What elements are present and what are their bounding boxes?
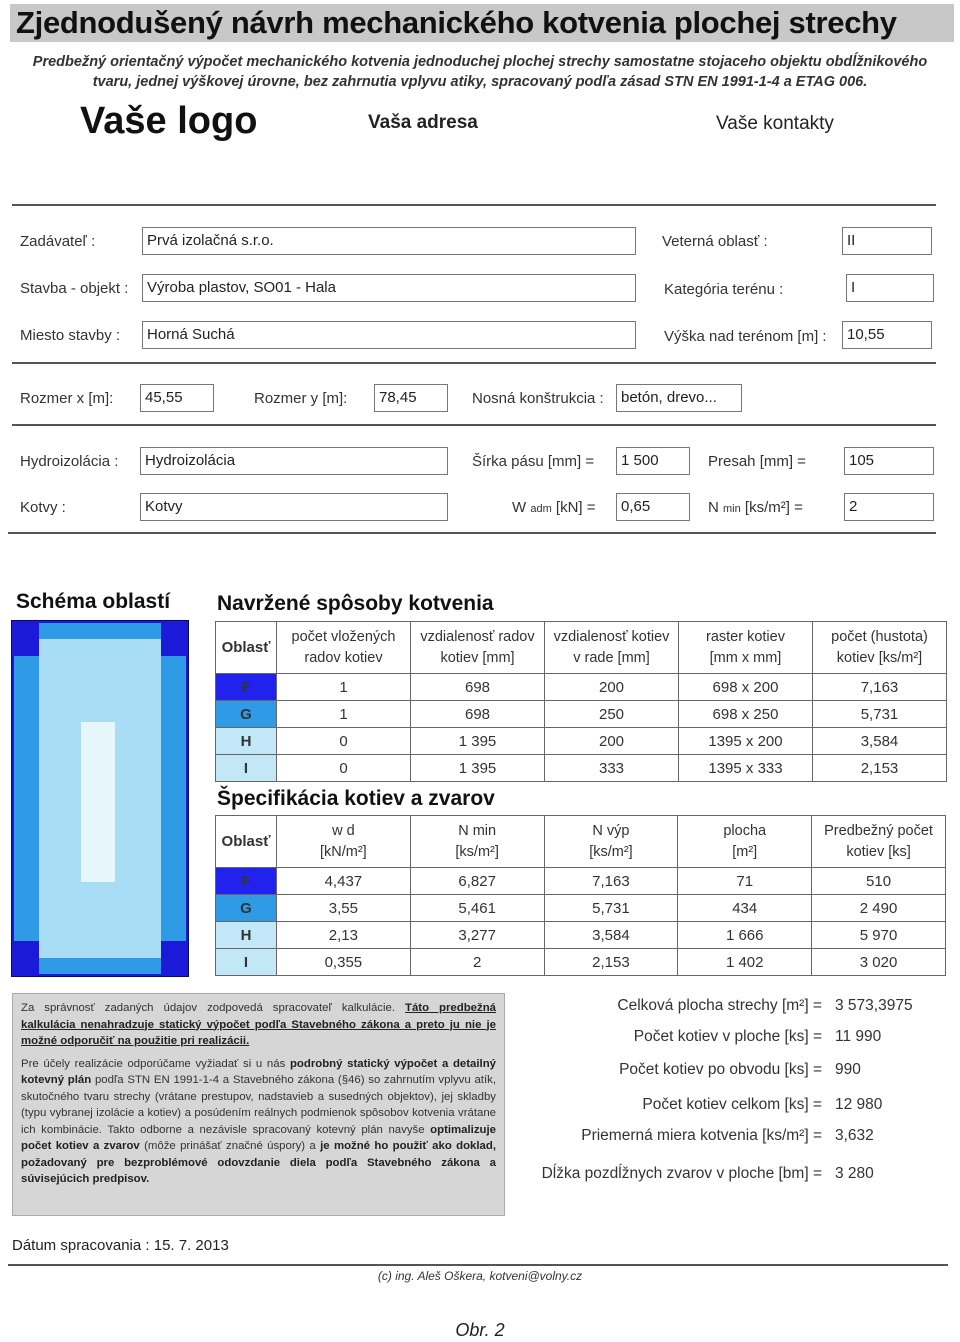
header-line: raster kotiev <box>706 628 785 645</box>
header-line: N min <box>458 822 497 839</box>
summary-value: 3 573,3975 <box>835 997 913 1014</box>
table1-title: Navržené spôsoby kotvenia <box>217 592 494 615</box>
table-cell: 1 395 <box>411 728 545 755</box>
zone-label: H <box>216 922 277 949</box>
divider <box>8 1264 948 1266</box>
zone-label: G <box>216 701 277 728</box>
contacts-placeholder: Vaše kontakty <box>716 113 834 134</box>
table-cell: 3,55 <box>276 895 410 922</box>
table-cell: 2 <box>410 949 544 976</box>
table2-header-cell <box>410 816 544 868</box>
vyska-label: Výška nad terénom [m] : <box>664 328 827 345</box>
table-cell: 3 020 <box>812 949 946 976</box>
hydro-label: Hydroizolácia : <box>20 453 119 470</box>
table-cell: 2,153 <box>813 755 947 782</box>
vyska-field[interactable]: 10,55 <box>842 321 932 349</box>
rozmer-x-label: Rozmer x [m]: <box>20 390 114 407</box>
table1-header-cell <box>545 622 679 674</box>
table-cell: 4,437 <box>276 868 410 895</box>
summary-label: Počet kotiev v ploche [ks] = <box>633 1028 822 1045</box>
table-cell: 0,355 <box>276 949 410 976</box>
copyright: (c) ing. Aleš Oškera, kotveni@volny.cz <box>377 1269 583 1283</box>
table-cell: 333 <box>545 755 679 782</box>
table-cell: 250 <box>545 701 679 728</box>
zone-g <box>39 623 161 639</box>
table1-header-cell <box>411 622 545 674</box>
header-line: Oblasť <box>221 639 271 656</box>
nosna-label: Nosná konštrukcia : <box>472 390 604 407</box>
table2-header-cell <box>544 816 678 868</box>
table-cell: 7,163 <box>813 674 947 701</box>
table-cell: 1 <box>277 701 411 728</box>
table-cell: 2 490 <box>812 895 946 922</box>
summary-value: 990 <box>835 1061 861 1078</box>
header-line: Oblasť <box>221 833 271 850</box>
summary-label: Počet kotiev po obvodu [ks] = <box>619 1061 822 1078</box>
note-paragraph-2 <box>21 1056 496 1188</box>
table2-title: Špecifikácia kotiev a zvarov <box>217 787 495 810</box>
table-cell: 1 402 <box>678 949 812 976</box>
zone-schema <box>11 620 189 977</box>
nmin-label <box>708 499 803 516</box>
nmin-field[interactable]: 2 <box>844 493 934 521</box>
header-line: Predbežný počet <box>824 822 933 839</box>
nmin-unit: [ks/m²] = <box>744 499 803 516</box>
header-line: [kN/m²] <box>320 843 367 860</box>
note-emphasis: je možné ho použiť ako doklad, požadovaný pre bezproblémové odovzdanie diela podľa Stavebného zákona a súvisejúcich predpisov. <box>21 1140 496 1185</box>
kategoria-label: Kategória terénu : <box>664 281 784 298</box>
table-cell: 200 <box>545 674 679 701</box>
header-line: radov kotiev <box>304 649 383 666</box>
wadm-label <box>512 499 596 516</box>
page-title: Zjednodušený návrh mechanického kotvenia plochej strechy <box>16 5 897 40</box>
nmin-subscript: min <box>723 503 741 515</box>
veterna-field[interactable]: II <box>842 227 932 255</box>
header-line: [mm x mm] <box>709 649 782 666</box>
table2-header-cell <box>812 816 946 868</box>
table-cell: 6,827 <box>410 868 544 895</box>
table-cell: 3,277 <box>410 922 544 949</box>
zone-label: F <box>216 868 277 895</box>
table-cell: 3,584 <box>813 728 947 755</box>
page-subtitle: Predbežný orientačný výpočet mechanického kotvenia jednoduchej plochej strechy samostatne stojaceho objektu obdĺžnikového tvaru, jednej výškovej úrovne, bez zahrnutia vplyvu atiky, spracovaný podľa zásad STN EN 1991-1-4 a ETAG 006. <box>32 54 928 90</box>
divider <box>12 362 936 364</box>
header-line: kotiev [ks] <box>846 843 911 860</box>
table-row <box>216 868 946 895</box>
table2-header-cell <box>276 816 410 868</box>
note-emphasis: optimalizuje počet kotiev a zvarov <box>21 1123 496 1152</box>
zadavatel-label: Zadávateľ : <box>20 233 96 250</box>
header-line: vzdialenosť radov <box>420 628 535 645</box>
zadavatel-field[interactable]: Prvá izolačná s.r.o. <box>142 227 636 255</box>
wadm-unit: [kN] = <box>555 499 596 516</box>
table-cell: 1 <box>277 674 411 701</box>
table-cell: 1395 x 333 <box>679 755 813 782</box>
header-line: N výp <box>592 822 630 839</box>
table-cell: 2,153 <box>544 949 678 976</box>
table1-header-cell <box>216 622 277 674</box>
divider <box>12 424 936 426</box>
summary-value: 12 980 <box>835 1096 883 1113</box>
anchoring-table <box>215 621 947 782</box>
divider <box>8 532 936 534</box>
zone-i <box>81 722 115 882</box>
table-cell: 5,731 <box>813 701 947 728</box>
stavba-field[interactable]: Výroba plastov, SO01 - Hala <box>142 274 636 302</box>
logo-placeholder: Vaše logo <box>80 100 258 142</box>
table-row <box>216 895 946 922</box>
table-cell: 434 <box>678 895 812 922</box>
miesto-label: Miesto stavby : <box>20 327 121 344</box>
address-placeholder: Vaša adresa <box>368 112 478 133</box>
sirka-field[interactable]: 1 500 <box>616 447 690 475</box>
header-line: [ks/m²] <box>589 843 633 860</box>
table2-header-cell <box>678 816 812 868</box>
header-line: plocha <box>723 822 767 839</box>
note-emphasis: Táto predbežná kalkulácia nenahradzuje statický výpočet podľa Stavebného zákona a preto ju nie je možné odporučiť na použitie pri realizácii. <box>21 1002 496 1047</box>
table1-header-cell <box>813 622 947 674</box>
table-cell: 1395 x 200 <box>679 728 813 755</box>
header-line: [ks/m²] <box>455 843 499 860</box>
disclaimer-note <box>12 993 505 1216</box>
specification-table <box>215 815 946 976</box>
zone-label: F <box>216 674 277 701</box>
wadm-symbol: W <box>512 499 527 516</box>
zone-h <box>39 639 161 657</box>
presah-field[interactable]: 105 <box>844 447 934 475</box>
header-line: vzdialenosť kotiev <box>553 628 670 645</box>
veterna-label: Veterná oblasť : <box>662 233 768 250</box>
sirka-label: Šírka pásu [mm] = <box>472 453 595 470</box>
table-cell: 698 x 250 <box>679 701 813 728</box>
processing-date: Dátum spracovania : 15. 7. 2013 <box>12 1237 229 1254</box>
table-row <box>216 949 946 976</box>
note-text: Pre účely realizácie odporúčame vyžiadať si u nás <box>21 1057 290 1070</box>
stavba-label: Stavba - objekt : <box>20 280 129 297</box>
hydro-field[interactable]: Hydroizolácia <box>140 447 448 475</box>
rozmer-y-label: Rozmer y [m]: <box>254 390 348 407</box>
nosna-field[interactable]: betón, drevo... <box>616 384 742 412</box>
schema-title: Schéma oblastí <box>16 590 171 613</box>
zone-g <box>39 958 161 974</box>
header-line: v rade [mm] <box>573 649 650 666</box>
summary-label: Počet kotiev celkom [ks] = <box>642 1096 822 1113</box>
presah-label: Presah [mm] = <box>708 453 806 470</box>
zone-label: G <box>216 895 277 922</box>
table-cell: 698 x 200 <box>679 674 813 701</box>
summary-label: Celková plocha strechy [m²] = <box>617 997 822 1014</box>
divider <box>12 204 936 206</box>
note-paragraph-1 <box>21 1000 496 1050</box>
table-cell: 698 <box>411 674 545 701</box>
table-cell: 510 <box>812 868 946 895</box>
table-row <box>216 922 946 949</box>
zone-g <box>14 656 39 941</box>
zone-h <box>39 940 161 958</box>
table2-header-cell <box>216 816 277 868</box>
miesto-field[interactable]: Horná Suchá <box>142 321 636 349</box>
header-line: počet (hustota) <box>831 628 928 645</box>
wadm-subscript: adm <box>530 503 552 515</box>
table-cell: 698 <box>411 701 545 728</box>
summary-label: Priemerná miera kotvenia [ks/m²] = <box>581 1127 822 1144</box>
zone-g <box>161 656 186 941</box>
header-line: w d <box>332 822 355 839</box>
table-row <box>216 755 947 782</box>
table-cell: 3,584 <box>544 922 678 949</box>
header-line: kotiev [mm] <box>440 649 515 666</box>
table-cell: 7,163 <box>544 868 678 895</box>
wadm-field[interactable]: 0,65 <box>616 493 690 521</box>
rozmer-y-field[interactable]: 78,45 <box>374 384 448 412</box>
zone-label: H <box>216 728 277 755</box>
note-text: podľa STN EN 1991-1-4 a Stavebného zákona (§46) so zahrnutím vplyvu atík, skutočného tvaru strechy (vrátane prestupov, nadstavieb a susedných objektov), jej skladby (typu vybranej izolácie a kotiev) a posúdením reálnych podmienok spôsobov kotvenia vrátane ich kombinácie. Takto odborne a nezávisle spracovaný kotevný plán navyše <box>21 1074 496 1136</box>
table-cell: 1 666 <box>678 922 812 949</box>
note-emphasis: podrobný statický výpočet a detailný kotevný plán <box>21 1057 497 1086</box>
summary-value: 3,632 <box>835 1127 874 1144</box>
header-line: [m²] <box>732 843 758 860</box>
zone-label: I <box>216 755 277 782</box>
note-text: Za správnosť zadaných údajov zodpovedá spracovateľ kalkulácie. <box>21 1002 405 1014</box>
table-cell: 0 <box>277 755 411 782</box>
table-row <box>216 674 947 701</box>
figure-caption: Obr. 2 <box>455 1320 505 1340</box>
table-cell: 5,731 <box>544 895 678 922</box>
header-line: kotiev [ks/m²] <box>836 649 923 666</box>
note-text: (môže prinášať značné úspory) a <box>139 1140 321 1152</box>
zone-label: I <box>216 949 277 976</box>
table1-header-cell <box>679 622 813 674</box>
table-cell: 71 <box>678 868 812 895</box>
title-bar <box>10 4 954 42</box>
table-cell: 2,13 <box>276 922 410 949</box>
table-cell: 200 <box>545 728 679 755</box>
table-row <box>216 728 947 755</box>
table1-header-cell <box>277 622 411 674</box>
table-cell: 5,461 <box>410 895 544 922</box>
summary-value: 3 280 <box>835 1165 874 1182</box>
rozmer-x-field[interactable]: 45,55 <box>140 384 214 412</box>
table-row <box>216 701 947 728</box>
summary-label: Dĺžka pozdĺžnych zvarov v ploche [bm] = <box>541 1165 822 1182</box>
header-line: počet vložených <box>291 628 396 645</box>
table-cell: 1 395 <box>411 755 545 782</box>
kategoria-field[interactable]: I <box>846 274 934 302</box>
table-cell: 0 <box>277 728 411 755</box>
kotvy-field[interactable]: Kotvy <box>140 493 448 521</box>
kotvy-label: Kotvy : <box>20 499 66 516</box>
summary-value: 11 990 <box>835 1028 882 1045</box>
nmin-symbol: N <box>708 499 719 516</box>
table-cell: 5 970 <box>812 922 946 949</box>
